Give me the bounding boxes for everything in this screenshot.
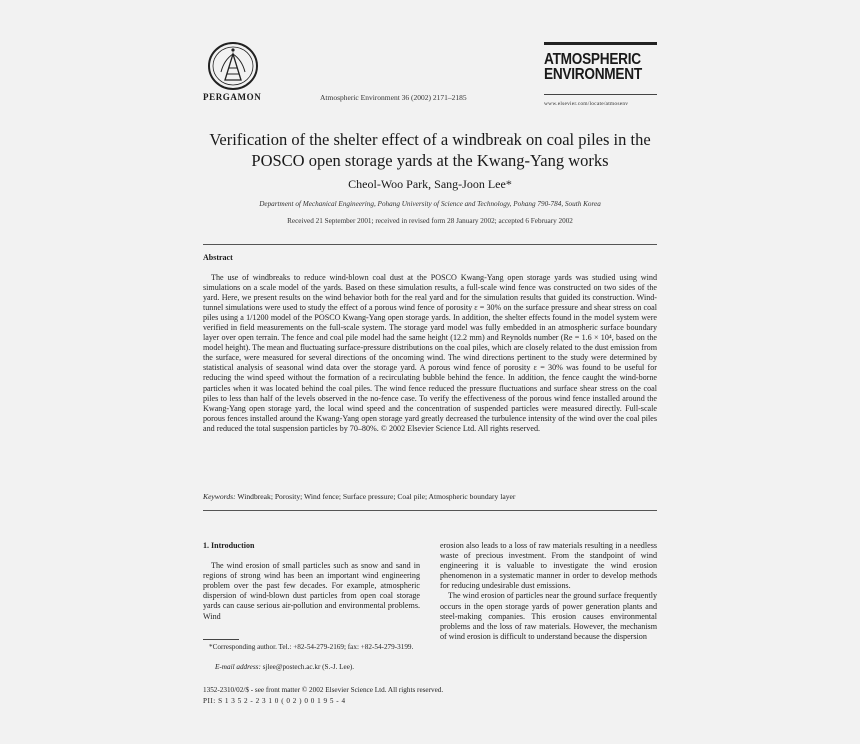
received-dates: Received 21 September 2001; received in revised form 28 January 2002; accepted 6 February 2002	[287, 217, 573, 225]
column-left	[203, 541, 420, 622]
journal-title-line1: ATMOSPHERIC	[544, 51, 641, 68]
keywords-line	[203, 492, 657, 501]
article-authors: Cheol-Woo Park, Sang-Joon Lee*	[348, 177, 512, 191]
email-address: sjlee@postech.ac.kr (S.-J. Lee).	[262, 663, 355, 671]
email-footnote	[203, 663, 432, 671]
journal-url: www.elsevier.com/locate/atmosenv	[544, 101, 629, 107]
journal-title-rule-bottom	[544, 94, 657, 95]
pii-line: PII: S 1 3 5 2 - 2 3 1 0 ( 0 2 ) 0 0 1 9 5 - 4	[203, 697, 346, 705]
intro-paragraph-3: The wind erosion of particles near the ground surface frequently occurs in the open storage yards of power generation plants and steel-making companies. This erosion causes environmental problems and the loss of raw materials. However, the mechanism of wind erosion is difficult to understand because the dispersion	[440, 591, 657, 641]
email-label: E-mail address:	[215, 663, 261, 671]
intro-paragraph-1: The wind erosion of small particles such as snow and sand in regions of strong wind has been an important wind engineering problem over the past few decades. For example, atmospheric dispersion of wind-blown dust particles from open coal storage yards can cause serious air-pollution and environmental problems. Wind	[203, 561, 420, 621]
journal-title-logo	[544, 52, 646, 82]
author-affiliation: Department of Mechanical Engineering, Pohang University of Science and Technology, Pohang 790-784, South Korea	[259, 200, 601, 208]
journal-title-rule-top	[544, 42, 657, 45]
publisher-name: PERGAMON	[203, 92, 262, 102]
keywords-text: Windbreak; Porosity; Wind fence; Surface pressure; Coal pile; Atmospheric boundary layer	[237, 492, 516, 501]
intro-paragraph-2: erosion also leads to a loss of raw materials resulting in a needless waste of precious investment. From the standpoint of wind engineering it is valuable to investigate the wind erosion phenomenon in a systematic manner in order to develop methods for reducing undesirable dust emissions.	[440, 541, 657, 591]
keywords-label: Keywords:	[203, 492, 236, 501]
abstract-body: The use of windbreaks to reduce wind-blown coal dust at the POSCO Kwang-Yang open storage yards was studied using wind simulations on a scale model of the yards. Based on these simulation results, a full-scale wind fence was constructed on two sides of the yard. Here, we present results on the wind behavior both for the real yard and for the simulation results that guided its construction. Wind-tunnel simulations were used to study the effect of a porous wind fence of porosity ε = 30% on the surface pressure and shear stress on coal piles using a 1/1200 model of the POSCO Kwang-Yang open storage yards. In addition, the shelter effects found in the model system were verified in field measurements on the full-scale system. The storage yard model was fully embedded in an atmospheric surface boundary layer over open terrain. The fence and coal pile model had the same height (12.2 mm) and Reynolds number (Re = 1.6 × 10⁴, based on the model height). The mean and fluctuating surface-pressure distributions on the coal piles, which are closely related to the dust emission from the surface, were measured for several directions of the oncoming wind. The wind directions pertinent to the study were determined by statistical analysis of seasonal wind data over the storage yard. A porous wind fence of porosity ε = 30% was found to be useful for reducing the wind speed without the formation of a recirculating bubble behind the fence. In addition, the fence caught the wind-borne particles when it was located behind the coal piles. The wind fence reduced the pressure fluctuations and surface shear stress on the coal piles to less than half of the levels observed in the no-fence case. To verify the effectiveness of the porous wind fence installed around the Kwang-Yang open storage yard, the local wind speed and the concentration of suspended particles were measured directly. Full-scale porous fences installed around the Kwang-Yang open storage yard greatly decreased the turbulence intensity of the wind over the coal piles and reduced the total suspension particles by 70–80%. © 2002 Elsevier Science Ltd. All rights reserved.	[203, 273, 657, 433]
abstract-heading: Abstract	[203, 253, 233, 262]
section-heading-introduction: 1. Introduction	[203, 541, 255, 550]
abstract-rule-bottom	[203, 510, 657, 511]
column-right	[440, 541, 657, 642]
copyright-line: 1352-2310/02/$ - see front matter © 2002 Elsevier Science Ltd. All rights reserved.	[203, 686, 444, 694]
pergamon-logo-icon	[203, 40, 263, 92]
footnote-rule	[203, 639, 239, 640]
abstract-rule-top	[203, 244, 657, 245]
corresponding-author-footnote: *Corresponding author. Tel.: +82-54-279-2169; fax: +82-54-279-3199.	[209, 643, 414, 651]
journal-reference: Atmospheric Environment 36 (2002) 2171–2185	[320, 93, 467, 102]
journal-title-line2: ENVIRONMENT	[544, 66, 642, 83]
article-title: Verification of the shelter effect of a windbreak on coal piles in the POSCO open storage yards at the Kwang-Yang works	[209, 130, 651, 170]
